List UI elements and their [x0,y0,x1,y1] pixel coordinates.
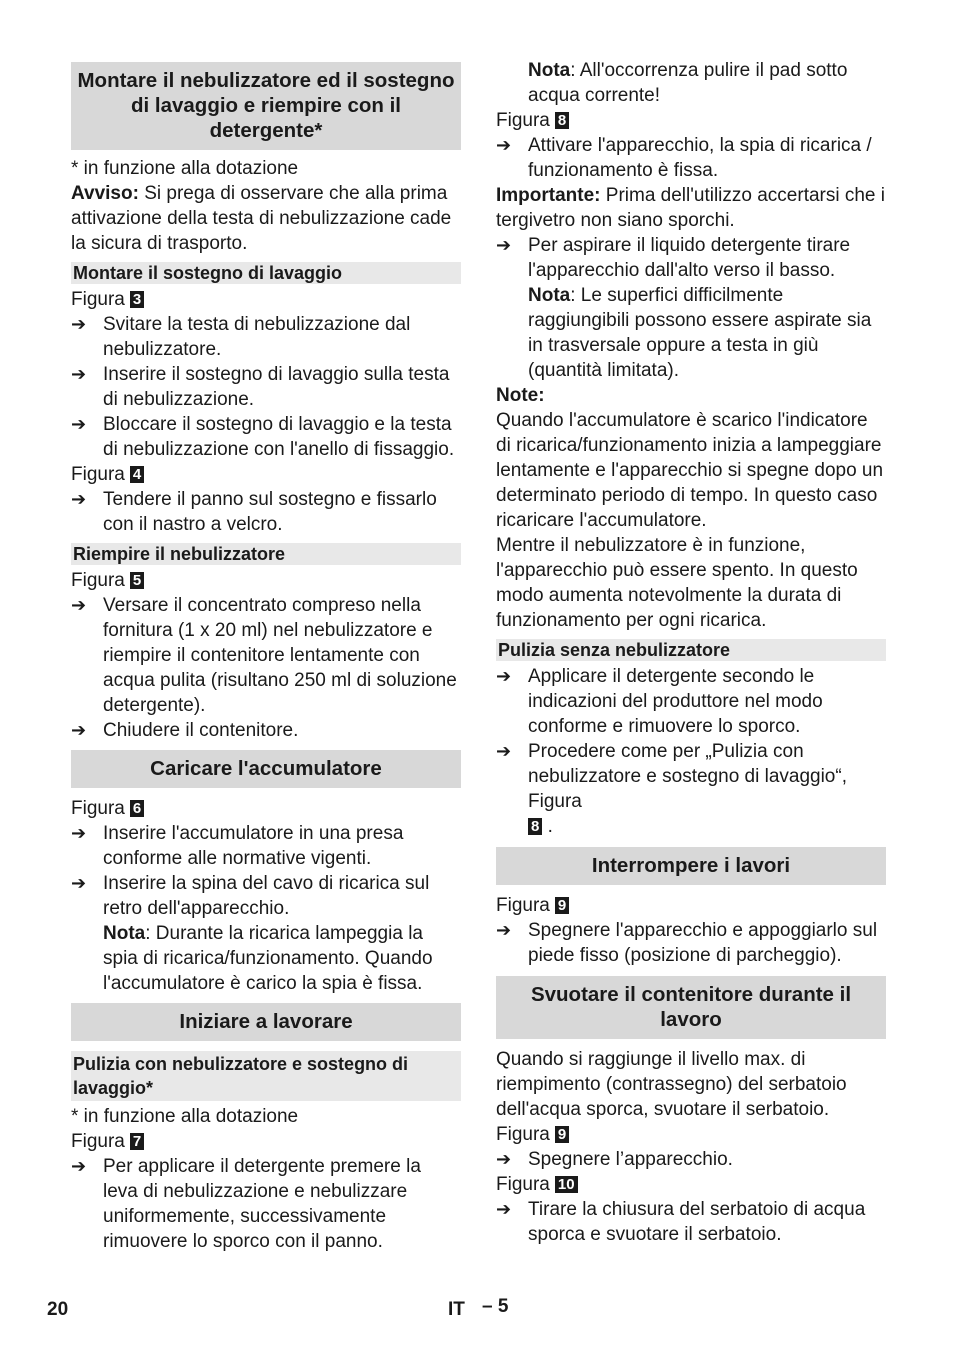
figure-ref: Figura 10 [496,1172,886,1197]
heading-mount: Montare il nebulizzatore ed il sostegno di lavaggio e riempire con il detergente* [71,62,461,150]
avviso-label: Avviso: [71,183,139,204]
importante-paragraph: Importante: Prima dell'utilizzo accertarsi che i tergivetro non siano sporchi. [496,185,885,231]
figure-number: 4 [130,466,144,483]
note-dotazione: * in funzione alla dotazione [71,1106,299,1127]
list-item: ➔ Inserire la spina del cavo di ricarica sul retro dell'apparecchio. [71,873,430,919]
list-item: ➔ Svitare la testa di nebulizzazione dal nebulizzatore. [71,314,411,360]
figure-number: 6 [130,800,144,817]
figure-number: 8 [528,818,542,835]
list-item: ➔ Inserire l'accumulatore in una presa conforme alle normative vigenti. [71,823,404,869]
arrow-right-icon: ➔ [71,489,87,509]
list-item: ➔ Inserire il sostegno di lavaggio sulla testa di nebulizzazione. [71,364,450,410]
list-item: ➔ Tendere il panno sul sostegno e fissarlo con il nastro a velcro. [71,489,437,535]
arrow-right-icon: ➔ [71,595,87,615]
arrow-right-icon: ➔ [71,314,87,334]
note-paragraph-1: Quando l'accumulatore è scarico l'indicatore di ricarica/funzionamento inizia a lampeggiare lentamente e l'apparecchio si spegne dopo un determinato periodo di tempo. In questo caso ricaricare l'accumulatore. [496,410,884,531]
figure-ref: Figura 9 [496,893,886,918]
list-item: ➔ Procedere come per „Pulizia con nebulizzatore e sostegno di lavaggio“, Figura 8 . [496,741,847,837]
figure-ref: Figura 4 [71,462,461,487]
nota-paragraph: Nota: All'occorrenza pulire il pad sotto acqua corrente! [528,60,848,106]
heading-interrompere: Interrompere i lavori [496,847,886,885]
note-paragraph-2: Mentre il nebulizzatore è in funzione, l'apparecchio può essere spento. In questo modo aumenta notevolmente la durata di funzionamento per ogni ricarica. [496,535,858,631]
heading-caricare: Caricare l'accumulatore [71,750,461,788]
figure-number: 3 [130,291,144,308]
note-label: Note: [496,385,545,406]
figure-ref: Figura 9 [496,1122,886,1147]
figure-ref: Figura 3 [71,287,461,312]
arrow-right-icon: ➔ [496,235,512,255]
list-item: ➔ Spegnere l'apparecchio e appoggiarlo sul piede fisso (posizione di parcheggio). [496,920,878,966]
list-item: ➔ Chiudere il contenitore. [71,720,299,741]
left-column [71,62,461,1254]
figure-ref: Figura 6 [71,796,461,821]
nota-paragraph: Nota: Le superfici difficilmente raggiungibili possono essere aspirate sia in trasversale oppure a testa in giù (quantità limitata). [528,285,872,381]
heading-svuotare: Svuotare il contenitore durante il lavoro [496,976,886,1039]
figure-ref: Figura 8 [496,108,886,133]
figure-ref: Figura 5 [71,568,461,593]
arrow-right-icon: ➔ [71,364,87,384]
list-item: ➔ Attivare l'apparecchio, la spia di ricarica / funzionamento è fissa. [496,135,872,181]
arrow-right-icon: ➔ [71,720,87,740]
arrow-right-icon: ➔ [71,414,87,434]
arrow-right-icon: ➔ [496,741,512,761]
avviso-paragraph [71,181,461,256]
arrow-right-icon: ➔ [496,135,512,155]
avviso-text: Si prega di osservare che alla prima attivazione della testa di nebulizzazione cade la sicura di trasporto. [71,183,452,254]
right-column [496,58,886,1247]
list-item: ➔ Versare il concentrato compreso nella fornitura (1 x 20 ml) nel nebulizzatore e riempire il contenitore lentamente con acqua pulita (risultano 250 ml di soluzione detergente). [71,595,457,716]
svuotare-paragraph: Quando si raggiunge il livello max. di riempimento (contrassegno) del serbatoio dell'acqua sporca, svuotare il serbatoio. [496,1049,847,1120]
list-item: ➔ Per aspirare il liquido detergente tirare l'apparecchio dall'alto verso il basso. [496,235,851,281]
section-page: – 5 [482,1296,509,1317]
heading-iniziare: Iniziare a lavorare [71,1003,461,1041]
arrow-right-icon: ➔ [71,1156,87,1176]
list-item: ➔ Spegnere l’apparecchio. [496,1149,733,1170]
figure-number: 9 [555,897,569,914]
note-dotazione: * in funzione alla dotazione [71,158,299,179]
language-code: IT [448,1299,465,1320]
arrow-right-icon: ➔ [496,1149,512,1169]
heading-riempire: Riempire il nebulizzatore [71,543,461,565]
figure-number: 5 [130,572,144,589]
list-item: ➔ Bloccare il sostegno di lavaggio e la testa di nebulizzazione con l'anello di fissaggio. [71,414,455,460]
heading-senza: Pulizia senza nebulizzatore [496,639,886,661]
arrow-right-icon: ➔ [496,1199,512,1219]
nota-paragraph: Nota: Durante la ricarica lampeggia la spia di ricarica/funzionamento. Quando l'accumulatore è carico la spia è fissa. [103,923,433,994]
figure-number: 9 [555,1126,569,1143]
list-item: ➔ Per applicare il detergente premere la leva di nebulizzazione e nebulizzare uniformemente, successivamente rimuovere lo sporco con il panno. [71,1156,421,1252]
arrow-right-icon: ➔ [496,666,512,686]
list-item: ➔ Tirare la chiusura del serbatoio di acqua sporca e svuotare il serbatoio. [496,1199,866,1245]
page-number: 20 [47,1299,69,1320]
arrow-right-icon: ➔ [71,823,87,843]
figure-number: 10 [555,1176,578,1193]
heading-pulizia: Pulizia con nebulizzatore e sostegno di lavaggio* [71,1051,461,1101]
figure-number: 8 [555,112,569,129]
heading-sostegno: Montare il sostegno di lavaggio [71,262,461,284]
figure-ref: Figura 7 [71,1129,461,1154]
list-item: ➔ Applicare il detergente secondo le indicazioni del produttore nel modo conforme e rimuovere lo sporco. [496,666,823,737]
arrow-right-icon: ➔ [71,873,87,893]
figure-number: 7 [130,1133,144,1150]
arrow-right-icon: ➔ [496,920,512,940]
